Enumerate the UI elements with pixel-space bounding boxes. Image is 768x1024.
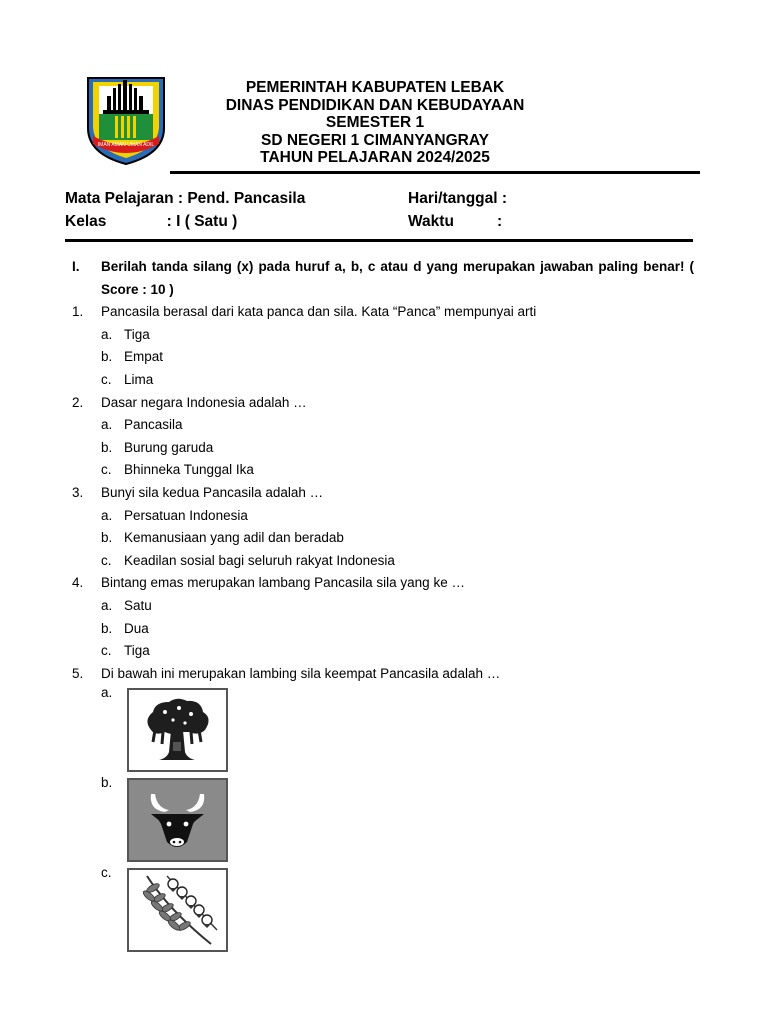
header-year: TAHUN PELAJARAN 2024/2025 bbox=[260, 149, 490, 166]
regency-logo bbox=[85, 70, 167, 166]
question-number: 2. bbox=[72, 394, 84, 410]
option-5c[interactable] bbox=[101, 865, 694, 958]
question-4 bbox=[72, 572, 694, 595]
class-label: Kelas : I ( Satu ) bbox=[65, 213, 238, 230]
subject-label: Mata Pelajaran : Pend. Pancasila bbox=[65, 190, 306, 207]
option-text: Persatuan Indonesia bbox=[124, 507, 248, 523]
section-instruction bbox=[72, 256, 694, 301]
option-4a[interactable] bbox=[101, 595, 694, 618]
question-number: 5. bbox=[72, 665, 84, 681]
section-numeral: I. bbox=[72, 259, 80, 274]
option-letter: c. bbox=[101, 865, 112, 881]
date-label: Hari/tanggal : bbox=[408, 190, 508, 207]
option-letter: c. bbox=[101, 552, 112, 568]
option-letter: a. bbox=[101, 597, 113, 613]
option-letter: b. bbox=[101, 775, 113, 791]
option-text: Kemanusiaan yang adil dan beradab bbox=[124, 530, 344, 546]
svg-text:IMAN AMAN UMAN ADIL: IMAN AMAN UMAN ADIL bbox=[97, 142, 155, 148]
option-letter: c. bbox=[101, 462, 112, 478]
exam-content bbox=[72, 256, 694, 958]
option-5a[interactable] bbox=[101, 685, 694, 778]
time-label: Waktu : bbox=[408, 213, 503, 230]
document-header bbox=[180, 79, 570, 167]
question-number: 1. bbox=[72, 304, 84, 320]
header-divider bbox=[170, 171, 700, 174]
question-text: Dasar negara Indonesia adalah … bbox=[101, 394, 307, 410]
info-divider bbox=[65, 239, 693, 242]
option-letter: a. bbox=[101, 417, 113, 433]
question-5 bbox=[72, 663, 694, 686]
option-1a[interactable] bbox=[101, 324, 694, 347]
option-3a[interactable] bbox=[101, 505, 694, 528]
bull-head-icon bbox=[127, 778, 228, 862]
question-2 bbox=[72, 392, 694, 415]
option-text: Bhinneka Tunggal Ika bbox=[124, 462, 254, 478]
option-letter: a. bbox=[101, 685, 113, 701]
instruction-text: Berilah tanda silang (x) pada huruf a, b, c atau d yang merupakan jawaban paling benar! ( Score : 10 ) bbox=[101, 259, 694, 297]
option-letter: a. bbox=[101, 507, 113, 523]
header-agency: DINAS PENDIDIKAN DAN KEBUDAYAAN bbox=[225, 96, 525, 114]
option-letter: b. bbox=[101, 439, 113, 455]
question-1 bbox=[72, 301, 694, 324]
option-letter: c. bbox=[101, 643, 112, 659]
question-text: Bintang emas merupakan lambang Pancasila sila yang ke … bbox=[101, 575, 465, 591]
option-text: Tiga bbox=[124, 326, 150, 342]
option-text: Empat bbox=[124, 349, 164, 365]
option-text: Burung garuda bbox=[124, 439, 214, 455]
option-letter: c. bbox=[101, 371, 112, 387]
option-text: Satu bbox=[124, 597, 152, 613]
header-government: PEMERINTAH KABUPATEN LEBAK bbox=[245, 79, 505, 96]
option-letter: a. bbox=[101, 326, 113, 342]
banyan-tree-icon bbox=[127, 688, 228, 772]
question-text: Pancasila berasal dari kata panca dan sila. Kata “Panca” mempunyai arti bbox=[101, 304, 537, 320]
option-1c[interactable] bbox=[101, 369, 694, 392]
option-text: Dua bbox=[124, 620, 149, 636]
header-school: SD NEGERI 1 CIMANYANGRAY bbox=[261, 131, 489, 149]
option-1b[interactable] bbox=[101, 346, 694, 369]
option-3c[interactable] bbox=[101, 550, 694, 573]
question-text: Bunyi sila kedua Pancasila adalah … bbox=[101, 484, 324, 500]
option-2c[interactable] bbox=[101, 459, 694, 482]
option-text: Lima bbox=[124, 371, 154, 387]
option-text: Tiga bbox=[124, 643, 150, 659]
option-text: Keadilan sosial bagi seluruh rakyat Indonesia bbox=[124, 552, 395, 568]
question-number: 3. bbox=[72, 484, 84, 500]
rice-cotton-icon bbox=[127, 868, 228, 952]
option-4c[interactable] bbox=[101, 640, 694, 663]
option-3b[interactable] bbox=[101, 527, 694, 550]
option-letter: b. bbox=[101, 530, 113, 546]
question-text: Di bawah ini merupakan lambing sila keempat Pancasila adalah … bbox=[101, 665, 501, 681]
question-number: 4. bbox=[72, 575, 84, 591]
option-2b[interactable] bbox=[101, 437, 694, 460]
option-text: Pancasila bbox=[124, 417, 183, 433]
option-letter: b. bbox=[101, 349, 113, 365]
option-4b[interactable] bbox=[101, 618, 694, 641]
option-5b[interactable] bbox=[101, 775, 694, 868]
header-semester: SEMESTER 1 bbox=[325, 114, 425, 131]
question-3 bbox=[72, 482, 694, 505]
option-2a[interactable] bbox=[101, 414, 694, 437]
option-letter: b. bbox=[101, 620, 113, 636]
